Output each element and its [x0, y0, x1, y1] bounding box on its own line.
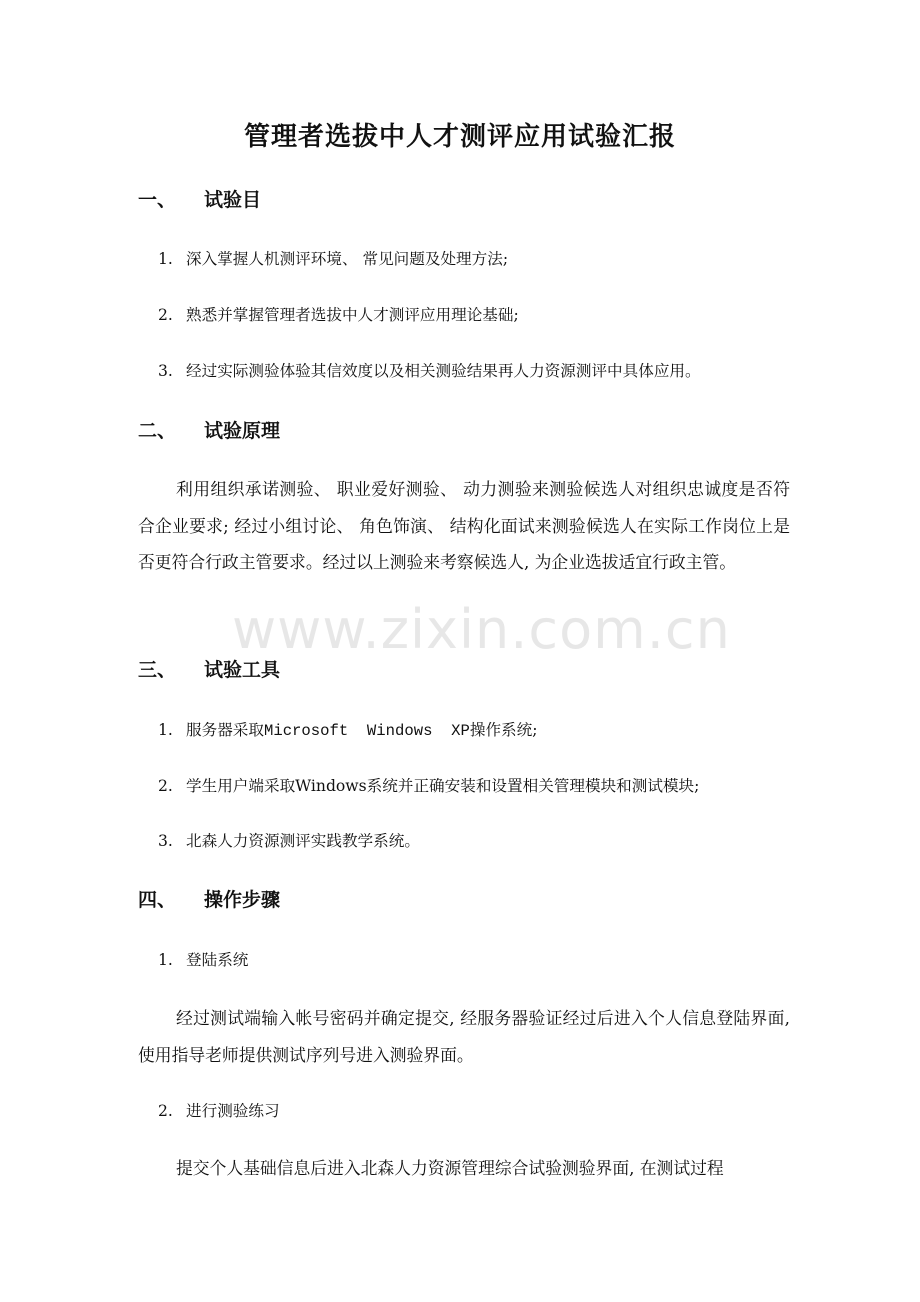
list-text: 北森人力资源测评实践教学系统。: [186, 832, 420, 850]
section-heading-3: [138, 655, 280, 685]
step-label: [158, 1099, 280, 1123]
list-text: 进行测验练习: [186, 1102, 280, 1120]
list-index: 2.: [158, 1102, 173, 1120]
list-index: 2.: [158, 777, 173, 795]
list-item: [158, 247, 508, 271]
section-title: 试验工具: [204, 659, 281, 681]
section-title: 试验原理: [204, 420, 281, 442]
section-title: 操作步骤: [204, 889, 281, 911]
watermark-text: www.zixin.com.cn: [232, 598, 731, 661]
list-index: 1.: [158, 951, 173, 969]
list-text: 熟悉并掌握管理者选拔中人才测评应用理论基础;: [186, 306, 519, 324]
section-number: 三、: [138, 659, 177, 681]
list-index: 1.: [158, 250, 173, 268]
list-text: 学生用户端采取Windows系统并正确安装和设置相关管理模块和测试模块;: [186, 777, 700, 795]
list-text: 服务器采取: [186, 721, 264, 739]
list-index: 3.: [158, 362, 173, 380]
list-text: 深入掌握人机测评环境、 常见问题及处理方法;: [186, 250, 509, 268]
list-item: [158, 303, 519, 327]
list-text-mono: Microsoft Windows XP: [263, 722, 470, 740]
section-number: 一、: [138, 189, 177, 211]
list-item: [158, 829, 420, 853]
list-text: 登陆系统: [186, 951, 249, 969]
section-title: 试验目: [204, 189, 262, 211]
list-index: 2.: [158, 306, 173, 324]
body-paragraph: 利用组织承诺测验、 职业爱好测验、 动力测验来测验候选人对组织忠诚度是否符合企业要求; 经过小组讨论、 角色饰演、 结构化面试来测验候选人在实际工作岗位上是否更符合行政主管要求。经过以上测验来考察候选人, 为企业选拔适宜行政主管。: [138, 479, 790, 572]
body-paragraph: 经过测试端输入帐号密码并确定提交, 经服务器验证经过后进入个人信息登陆界面, 使用指导老师提供测试序列号进入测验界面。: [138, 1008, 790, 1065]
section-number: 四、: [138, 889, 177, 911]
list-item: [158, 718, 538, 743]
list-item: [158, 359, 701, 383]
section-heading-4: [138, 885, 280, 915]
step-label: [158, 948, 248, 972]
list-text: 操作系统;: [469, 721, 538, 739]
list-index: 3.: [158, 832, 173, 850]
list-item: [158, 774, 699, 798]
list-text: 经过实际测验体验其信效度以及相关测验结果再人力资源测评中具体应用。: [186, 362, 701, 380]
list-index: 1.: [158, 721, 173, 739]
body-paragraph: 提交个人基础信息后进入北森人力资源管理综合试验测验界面, 在测试过程: [176, 1158, 724, 1178]
document-title: 管理者选拔中人才测评应用试验汇报: [243, 122, 676, 152]
section-heading-1: [138, 185, 261, 215]
section-number: 二、: [138, 420, 177, 442]
section-heading-2: [138, 416, 280, 446]
